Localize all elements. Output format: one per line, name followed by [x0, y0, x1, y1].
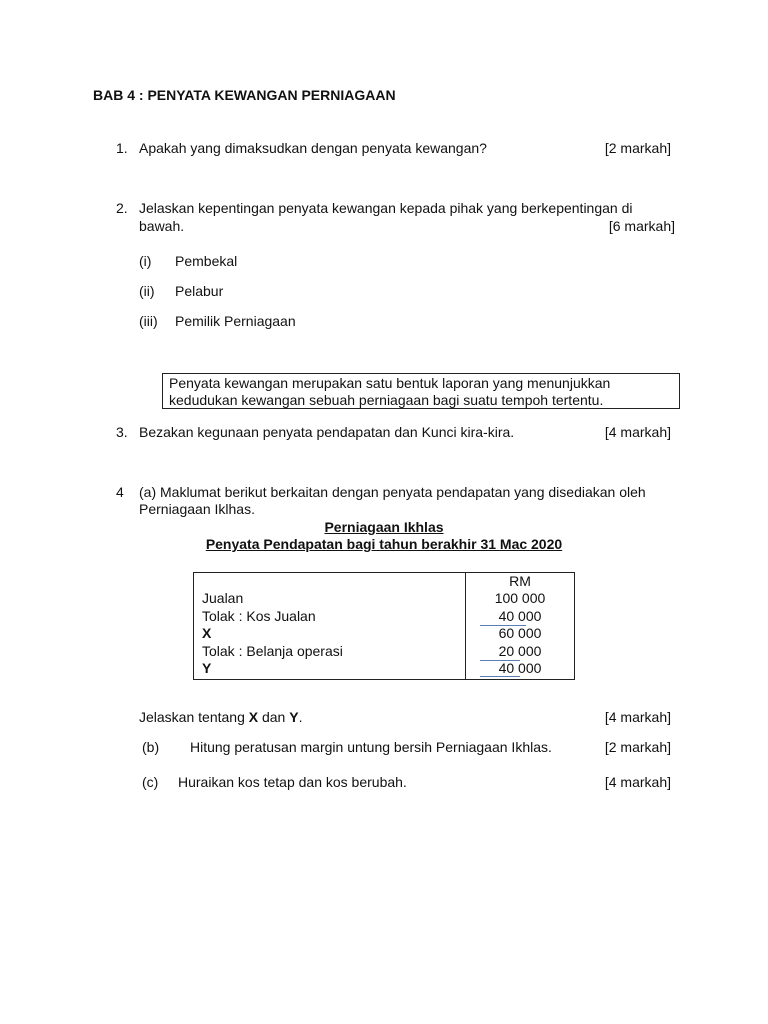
question-text: Apakah yang dimaksudkan dengan penyata kewangan? [139, 140, 487, 156]
marks-label: [6 markah] [608, 218, 675, 234]
marks-label: [2 markah] [604, 140, 671, 156]
question-number: 2. [116, 200, 128, 216]
marks-label: [4 markah] [604, 774, 671, 790]
sub-question-text: Hitung peratusan margin untung bersih Perniagaan Ikhlas. [190, 739, 552, 755]
answer-line-1: Penyata kewangan merupakan satu bentuk laporan yang menunjukkan [169, 375, 611, 391]
row-label: Tolak : Kos Jualan [202, 608, 316, 624]
row-value: 40 000 [498, 608, 542, 624]
question-number: 3. [116, 424, 128, 440]
sub-question-text: Huraikan kos tetap dan kos berubah. [178, 774, 407, 790]
row-value: 20 000 [498, 643, 542, 659]
marks-label: [4 markah] [604, 424, 671, 440]
marks-label: [4 markah] [604, 709, 671, 725]
sub-item-text: Pembekal [175, 253, 238, 269]
row-label: X [202, 625, 212, 641]
question-text-line1: Jelaskan kepentingan penyata kewangan kepada pihak yang berkepentingan di [139, 200, 633, 216]
question-number: 4 [116, 484, 124, 500]
statement-title: Penyata Pendapatan bagi tahun berakhir 31 Mac 2020 [205, 536, 563, 552]
income-statement-table [193, 572, 575, 680]
marks-label: [2 markah] [604, 739, 671, 755]
question-4a-followup: Jelaskan tentang X dan Y. [139, 709, 303, 725]
sub-item-label: (iii) [139, 313, 158, 329]
row-label: Y [202, 660, 212, 676]
sub-item-label: (i) [139, 253, 152, 269]
total-underline [480, 676, 520, 677]
sub-item-text: Pelabur [175, 283, 224, 299]
statement-company: Perniagaan Ikhlas [324, 519, 444, 535]
currency-header: RM [509, 573, 531, 589]
sub-question-label: (c) [142, 774, 159, 790]
row-value: 100 000 [494, 590, 546, 606]
question-number: 1. [116, 140, 128, 156]
question-text-line2: bawah. [139, 218, 185, 234]
row-label: Tolak : Belanja operasi [202, 643, 343, 659]
question-text: Bezakan kegunaan penyata pendapatan dan Kunci kira-kira. [139, 424, 515, 440]
answer-box [162, 373, 680, 409]
sub-question-label: (b) [142, 739, 160, 755]
page-title: BAB 4 : PENYATA KEWANGAN PERNIAGAAN [93, 87, 396, 103]
row-label: Jualan [202, 590, 244, 606]
row-value: 40 000 [498, 660, 542, 676]
question-text-line1: (a) Maklumat berikut berkaitan dengan penyata pendapatan yang disediakan oleh [139, 484, 646, 500]
row-value: 60 000 [498, 625, 542, 641]
question-text-line2: Perniagaan Iklhas. [139, 501, 255, 517]
sub-item-text: Pemilik Perniagaan [175, 313, 296, 329]
answer-line-2: kedudukan kewangan sebuah perniagaan bagi suatu tempoh tertentu. [169, 392, 604, 408]
sub-item-label: (ii) [139, 283, 155, 299]
